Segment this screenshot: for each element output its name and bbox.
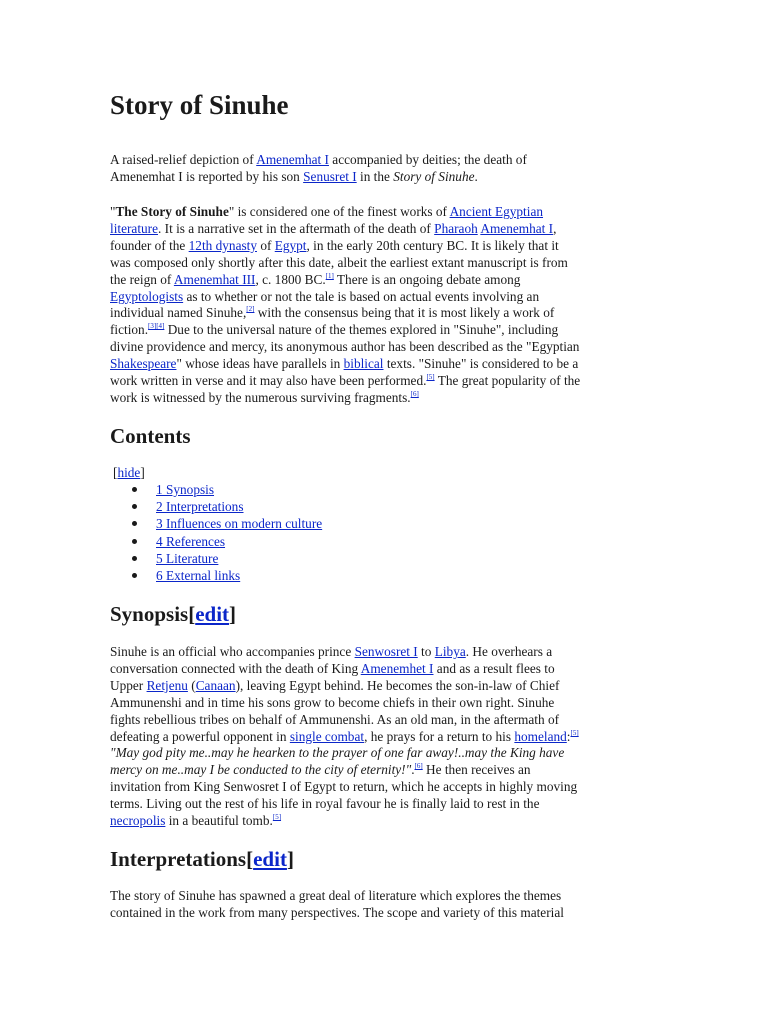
toc-toggle bbox=[113, 464, 145, 481]
text: . He overhears a bbox=[465, 644, 553, 659]
heading-text: Interpretations bbox=[110, 847, 247, 871]
text: texts. "Sinuhe" is considered to be a bbox=[383, 356, 579, 372]
text: A raised-relief depiction of bbox=[110, 152, 257, 167]
text: individual named Sinuhe, bbox=[110, 305, 247, 321]
page-title: Story of Sinuhe bbox=[110, 90, 289, 120]
synopsis-heading bbox=[110, 600, 236, 628]
link-canaan[interactable]: Canaan bbox=[195, 677, 236, 693]
text: Upper bbox=[110, 677, 147, 693]
bullet-icon bbox=[132, 504, 137, 509]
text: to bbox=[417, 644, 435, 659]
hide-toc-link[interactable]: hide bbox=[117, 465, 141, 480]
bracket: ] bbox=[140, 465, 145, 480]
text: He then receives an bbox=[422, 762, 531, 778]
citation-link[interactable]: [2] bbox=[246, 305, 255, 314]
text: fiction. bbox=[110, 322, 149, 338]
citation-link[interactable]: [5] bbox=[426, 373, 435, 382]
link-senusret-i[interactable]: Senusret I bbox=[303, 168, 357, 184]
citation-link[interactable]: [6] bbox=[410, 389, 419, 398]
toc-link-interpretations[interactable]: 2 Interpretations bbox=[156, 499, 244, 515]
bracket: [ bbox=[113, 465, 118, 480]
link-amenemhat-iii[interactable]: Amenemhat III bbox=[173, 271, 256, 287]
text: founder of the bbox=[110, 237, 189, 253]
text: . It is a narrative set in the aftermath of the death of bbox=[158, 220, 435, 236]
toc-item bbox=[110, 550, 322, 567]
link-biblical[interactable]: biblical bbox=[343, 356, 384, 372]
paragraph-line bbox=[110, 678, 666, 695]
paragraph-line: fights rebellious tribes on behalf of Ammunenshi. As an old man, in the aftermath of bbox=[110, 711, 560, 727]
paragraph-line bbox=[110, 745, 666, 762]
bullet-icon bbox=[132, 556, 137, 561]
link-amenemhat-i[interactable]: Amenemhat I bbox=[480, 220, 554, 236]
citation-link[interactable]: [1] bbox=[325, 271, 334, 280]
paragraph-line bbox=[110, 204, 666, 221]
paragraph-line bbox=[110, 644, 666, 661]
bracket: ] bbox=[229, 602, 237, 626]
link-egypt[interactable]: Egypt bbox=[274, 237, 307, 253]
paragraph-line: The story of Sinuhe has spawned a great deal of literature which explores the themes bbox=[110, 888, 562, 903]
caption-line bbox=[110, 152, 666, 169]
paragraph-line bbox=[110, 729, 666, 746]
paragraph-line: divine providence and mercy, its anonymous author has been described as the "Egyptian bbox=[110, 339, 580, 355]
text: defeating a powerful opponent in bbox=[110, 728, 290, 744]
text: and as a result flees to bbox=[433, 660, 555, 676]
paragraph-line bbox=[110, 762, 666, 779]
paragraph-line: contained in the work from many perspectives. The scope and variety of this material bbox=[110, 904, 564, 920]
link-libya[interactable]: Libya bbox=[434, 644, 466, 659]
text: as to whether or not the tale is based on actual events involving an bbox=[183, 288, 540, 304]
citation-link[interactable]: [5] bbox=[570, 728, 579, 737]
paragraph-line: invitation from King Senwosret I of Egypt to return, which he accepts in highly moving bbox=[110, 779, 578, 795]
link-12th-dynasty[interactable]: 12th dynasty bbox=[188, 237, 257, 253]
link-homeland[interactable]: homeland bbox=[514, 728, 567, 744]
paragraph-line bbox=[110, 305, 666, 322]
text: Due to the universal nature of the themes explored in "Sinuhe", including bbox=[164, 322, 559, 338]
citation-link[interactable]: [6] bbox=[414, 762, 423, 771]
paragraph-line bbox=[110, 272, 666, 289]
link-retjenu[interactable]: Retjenu bbox=[146, 677, 188, 693]
link-senwosret-i[interactable]: Senwosret I bbox=[354, 644, 418, 659]
heading-text: Synopsis bbox=[110, 602, 189, 626]
text: in a beautiful tomb. bbox=[165, 813, 273, 829]
paragraph-line: terms. Living out the rest of his life in royal favour he is finally laid to rest in the bbox=[110, 796, 540, 812]
toc-item bbox=[110, 567, 322, 584]
paragraph-line bbox=[110, 661, 666, 678]
text: , c. 1800 BC. bbox=[255, 271, 326, 287]
link-amenemhat-i[interactable]: Amenemhat I bbox=[256, 152, 329, 167]
bullet-icon bbox=[132, 521, 137, 526]
toc-item bbox=[110, 515, 322, 532]
link-necropolis[interactable]: necropolis bbox=[110, 813, 166, 829]
text: , bbox=[553, 220, 557, 236]
text: , he prays for a return to his bbox=[364, 728, 515, 744]
paragraph-line bbox=[110, 289, 666, 306]
toc-link-synopsis[interactable]: 1 Synopsis bbox=[156, 482, 215, 497]
paragraph-line bbox=[110, 813, 666, 830]
citation-link[interactable]: [3][4] bbox=[148, 322, 165, 331]
interpretations-heading bbox=[110, 845, 294, 873]
toc-link-references[interactable]: 4 References bbox=[156, 533, 226, 549]
toc-item bbox=[110, 533, 322, 550]
intro-paragraph bbox=[110, 204, 666, 407]
citation-link[interactable]: [5] bbox=[272, 813, 282, 822]
text: : bbox=[566, 728, 571, 744]
toc-link-external-links[interactable]: 6 External links bbox=[156, 568, 241, 584]
caption-line bbox=[110, 169, 666, 186]
text: ), leaving Egypt behind. He becomes the son-in-law of Chief bbox=[235, 677, 560, 693]
italic-text: Story of Sinuhe bbox=[393, 168, 475, 184]
bracket: [ bbox=[188, 602, 196, 626]
link-pharaoh[interactable]: Pharaoh bbox=[434, 220, 478, 236]
link-single-combat[interactable]: single combat bbox=[289, 728, 365, 744]
image-caption bbox=[110, 152, 666, 186]
synopsis-paragraph bbox=[110, 644, 666, 830]
quote-text: mercy on me..may I be conducted to the city of eternity!" bbox=[110, 762, 412, 778]
paragraph-line bbox=[110, 390, 666, 407]
link-egyptologists[interactable]: Egyptologists bbox=[110, 288, 184, 304]
table-of-contents bbox=[110, 481, 322, 584]
bracket: [ bbox=[246, 847, 254, 871]
text: with the consensus being that it is most likely a work of bbox=[254, 305, 555, 321]
edit-link[interactable]: edit bbox=[195, 602, 230, 626]
link-literature[interactable]: literature bbox=[110, 220, 158, 236]
text: conversation connected with the death of King bbox=[110, 660, 361, 676]
bold-title: The Story of Sinuhe bbox=[115, 204, 229, 219]
link-ancient-egyptian[interactable]: Ancient Egyptian bbox=[449, 204, 544, 219]
text: ( bbox=[187, 677, 196, 693]
text: , in the early 20th century BC. It is likely that it bbox=[306, 237, 559, 253]
text: of bbox=[257, 237, 275, 253]
text: accompanied by deities; the death of bbox=[328, 152, 527, 167]
text: work written in verse and it may also have been performed. bbox=[110, 373, 427, 389]
bullet-icon bbox=[132, 573, 137, 578]
toc-item bbox=[110, 481, 322, 498]
text: " bbox=[110, 204, 116, 219]
bullet-icon bbox=[132, 487, 137, 492]
bracket: ] bbox=[286, 847, 294, 871]
quote-text: "May god pity me..may he hearken to the prayer of one far away!..may the King have bbox=[110, 745, 565, 761]
text: Amenemhat I is reported by his son bbox=[110, 168, 304, 184]
paragraph-line bbox=[110, 322, 666, 339]
interpretations-paragraph bbox=[110, 888, 666, 922]
toc-link-literature[interactable]: 5 Literature bbox=[156, 550, 219, 566]
paragraph-line: Ammunenshi and in time his sons grow to become chiefs in their own right. Sinuhe bbox=[110, 694, 555, 710]
text: . bbox=[474, 168, 478, 184]
toc-link-influences[interactable]: 3 Influences on modern culture bbox=[156, 516, 323, 532]
paragraph-line bbox=[110, 356, 666, 373]
text: . bbox=[411, 762, 415, 778]
text: There is an ongoing debate among bbox=[333, 271, 521, 287]
paragraph-line: was composed only shortly after this date, albeit the earliest extant manuscript is from bbox=[110, 254, 568, 270]
edit-link[interactable]: edit bbox=[253, 847, 287, 871]
toc-item bbox=[110, 498, 322, 515]
text: in the bbox=[356, 168, 394, 184]
link-amenemhet-i[interactable]: Amenemhet I bbox=[360, 660, 434, 676]
text: Sinuhe is an official who accompanies prince bbox=[110, 644, 355, 659]
link-shakespeare[interactable]: Shakespeare bbox=[110, 356, 177, 372]
bullet-icon bbox=[132, 539, 137, 544]
text: work is witnessed by the numerous surviving fragments. bbox=[110, 389, 411, 405]
paragraph-line bbox=[110, 373, 666, 390]
text: the reign of bbox=[110, 271, 174, 287]
text: " whose ideas have parallels in bbox=[176, 356, 344, 372]
text: The great popularity of the bbox=[434, 373, 581, 389]
contents-heading: Contents bbox=[110, 424, 191, 448]
text: " is considered one of the finest works of bbox=[228, 204, 450, 219]
paragraph-line bbox=[110, 238, 666, 255]
paragraph-line bbox=[110, 221, 666, 238]
